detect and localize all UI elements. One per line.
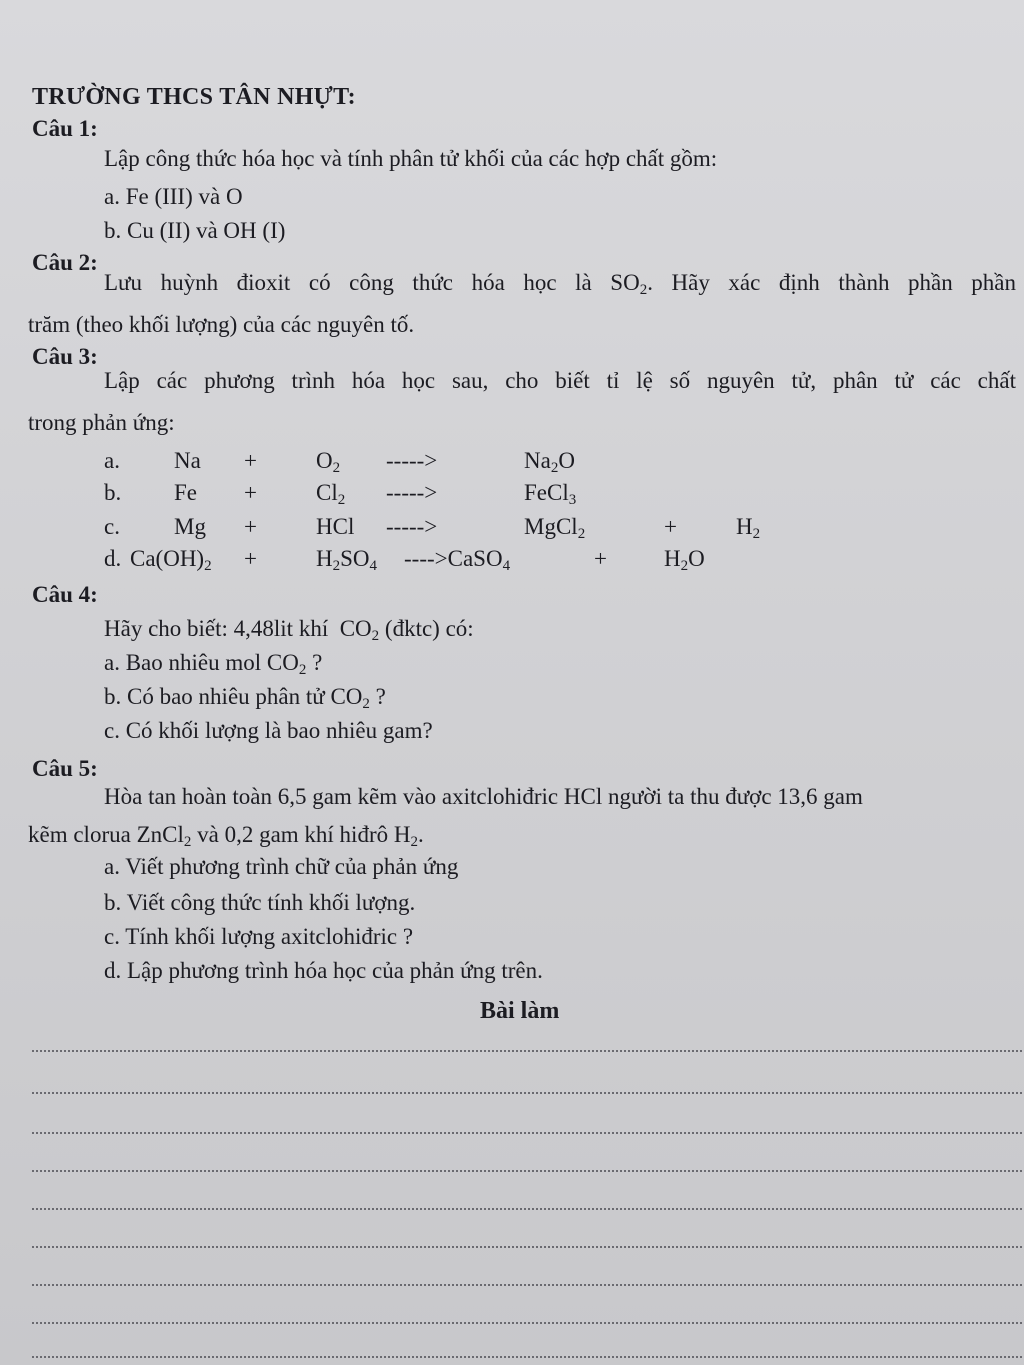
answer-line[interactable] bbox=[32, 1132, 1022, 1134]
plus-sign: + bbox=[244, 480, 257, 505]
reaction-arrow: -----> bbox=[386, 448, 438, 473]
question-1-title: Câu 1: bbox=[32, 116, 98, 141]
question-2-title: Câu 2: bbox=[32, 250, 98, 275]
reaction-arrow-with-product: ---->CaSO$_4$ bbox=[404, 546, 511, 574]
question-5-item-d: d. Lập phương trình hóa học của phản ứng trên. bbox=[104, 958, 543, 983]
question-1-item-a: a. Fe (III) và O bbox=[104, 184, 243, 209]
product: $Na_2O$ bbox=[524, 448, 575, 476]
question-4-item-c: c. Có khối lượng là bao nhiêu gam? bbox=[104, 718, 433, 743]
co2-formula: $CO_2$ bbox=[339, 616, 380, 644]
equation-label: d. bbox=[104, 546, 122, 571]
question-4-item-b: b. Có bao nhiêu phân tử $CO_2$ ? bbox=[104, 684, 386, 712]
question-4-item-a: a. Bao nhiêu mol $CO_2$ ? bbox=[104, 650, 323, 678]
question-5-item-a: a. Viết phương trình chữ của phản ứng bbox=[104, 854, 459, 879]
answer-line[interactable] bbox=[32, 1050, 1022, 1052]
answer-line[interactable] bbox=[32, 1284, 1022, 1286]
question-2-line-1 bbox=[104, 270, 1016, 296]
question-1-item-b: b. Cu (II) và OH (I) bbox=[104, 218, 286, 243]
reaction-arrow: -----> bbox=[386, 480, 438, 505]
h2-formula: $H_2$ bbox=[393, 822, 418, 850]
answer-line[interactable] bbox=[32, 1322, 1022, 1324]
question-2-text-a: Lưu huỳnh đioxit có công thức hóa học là bbox=[104, 270, 592, 295]
answer-line[interactable] bbox=[32, 1246, 1022, 1248]
question-1-prompt: Lập công thức hóa học và tính phân tử khối của các hợp chất gồm: bbox=[104, 146, 718, 171]
product: $H_2$ bbox=[736, 514, 761, 542]
reactant: $H_2SO_4$ bbox=[316, 546, 378, 574]
product: FeCl$_3$ bbox=[524, 480, 577, 508]
plus-sign: + bbox=[244, 546, 257, 571]
equation-label: c. bbox=[104, 514, 120, 539]
plus-sign: + bbox=[594, 546, 607, 571]
question-5-line-2: kẽm clorua ZnCl$_2$ và 0,2 gam khí hiđrô $H_2$. bbox=[28, 822, 424, 850]
question-5-title: Câu 5: bbox=[32, 756, 98, 781]
question-3-line-2: trong phản ứng: bbox=[28, 410, 175, 435]
question-3-title: Câu 3: bbox=[32, 344, 98, 369]
question-4-title: Câu 4: bbox=[32, 582, 98, 607]
answer-line[interactable] bbox=[32, 1170, 1022, 1172]
so2-formula: $SO_2$ bbox=[610, 270, 648, 298]
reactant: Mg bbox=[174, 514, 206, 539]
question-3-line-1: Lập các phương trình hóa học sau, cho biết tỉ lệ số nguyên tử, phân tử các chất bbox=[104, 368, 1016, 393]
reactant: $O_2$ bbox=[316, 448, 341, 476]
answer-line[interactable] bbox=[32, 1208, 1022, 1210]
question-2-text-b: . Hãy xác định thành phần phần bbox=[647, 270, 1016, 295]
equation-label: b. bbox=[104, 480, 122, 505]
plus-sign: + bbox=[244, 448, 257, 473]
school-name: TRƯỜNG THCS TÂN NHỰT: bbox=[32, 84, 356, 110]
question-5-item-b: b. Viết công thức tính khối lượng. bbox=[104, 890, 416, 915]
plus-sign: + bbox=[664, 514, 677, 539]
question-5-item-c: c. Tính khối lượng axitclohiđric ? bbox=[104, 924, 414, 949]
reactant: HCl bbox=[316, 514, 355, 539]
question-2-line-2: trăm (theo khối lượng) của các nguyên tố. bbox=[28, 312, 415, 337]
reactant: Na bbox=[174, 448, 201, 473]
reaction-arrow: -----> bbox=[386, 514, 438, 539]
answer-heading: Bài làm bbox=[480, 998, 560, 1024]
zncl2-formula: ZnCl$_2$ bbox=[136, 822, 192, 850]
reactant: Fe bbox=[174, 480, 197, 505]
reactant: $Ca(OH)_2$ bbox=[130, 546, 212, 574]
answer-line[interactable] bbox=[32, 1092, 1022, 1094]
plus-sign: + bbox=[244, 514, 257, 539]
reactant: $Cl_2$ bbox=[316, 480, 346, 508]
question-5-line-1: Hòa tan hoàn toàn 6,5 gam kẽm vào axitclohiđric HCl người ta thu được 13,6 gam bbox=[104, 784, 863, 809]
product: $H_2O$ bbox=[664, 546, 705, 574]
answer-line[interactable] bbox=[32, 1356, 1022, 1358]
product: MgCl$_2$ bbox=[524, 514, 586, 542]
equation-label: a. bbox=[104, 448, 120, 473]
question-4-prompt: Hãy cho biết: 4,48lit khí $CO_2$ (đktc) có: bbox=[104, 616, 474, 644]
